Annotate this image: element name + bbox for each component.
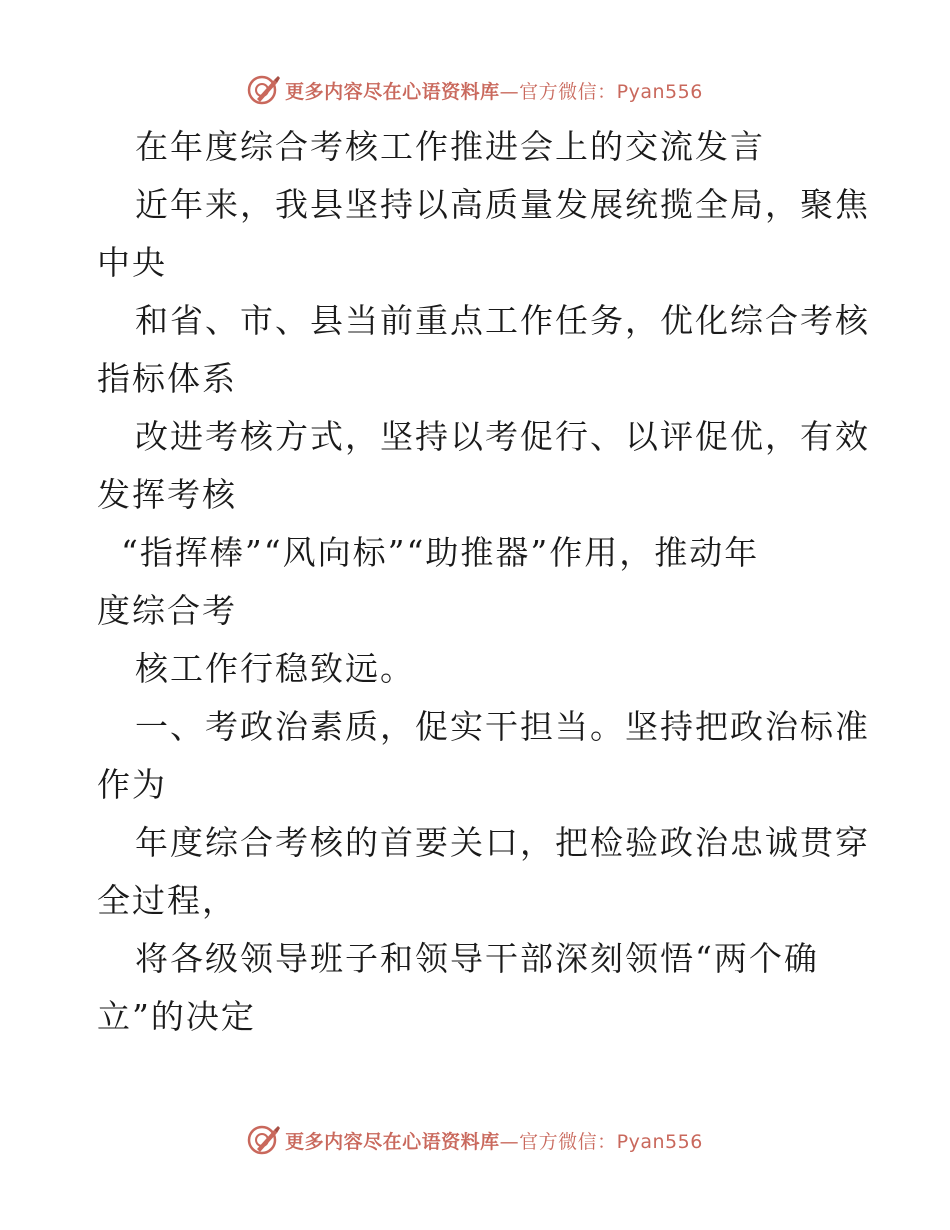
doc-line: 作为 [97,765,167,804]
doc-line: 核工作行稳致远。 [135,649,415,688]
document-body [97,118,870,1046]
doc-line: 立”的决定 [97,997,256,1036]
footer-watermark-text [285,1127,703,1154]
header-watermark-text [285,77,703,104]
header-dash: — [499,80,520,103]
doc-line: 发挥考核 [97,475,237,514]
doc-line: 指标体系 [97,359,237,398]
doc-line: “指挥棒”“风向标”“助推器”作用，推动年 [121,533,760,572]
doc-line: 改进考核方式，坚持以考促行、以评促优，有效 [135,417,870,456]
doc-line: 一、考政治素质，促实干担当。坚持把政治标准 [135,707,870,746]
doc-line: 将各级领导班子和领导干部深刻领悟“两个确 [135,939,819,978]
doc-line: 全过程， [97,881,237,920]
doc-line: 年度综合考核的首要关口，把检验政治忠诚贯穿 [135,823,870,862]
footer-main-text: 更多内容尽在心语资料库 [285,1130,500,1153]
pen-logo-icon [247,73,281,107]
header-wechat-text: 官方微信：Pyan556 [519,80,703,103]
footer-watermark [0,1120,950,1160]
footer-wechat-text: 官方微信：Pyan556 [519,1130,703,1153]
footer-dash: — [499,1130,520,1153]
header-watermark [0,70,950,110]
doc-line: 度综合考 [97,591,237,630]
doc-line: 近年来，我县坚持以高质量发展统揽全局，聚焦 [135,185,870,224]
header-main-text: 更多内容尽在心语资料库 [285,80,500,103]
doc-title: 在年度综合考核工作推进会上的交流发言 [135,127,765,166]
pen-logo-icon [247,1123,281,1157]
doc-line: 中央 [97,243,167,282]
doc-line: 和省、市、县当前重点工作任务，优化综合考核 [135,301,870,340]
